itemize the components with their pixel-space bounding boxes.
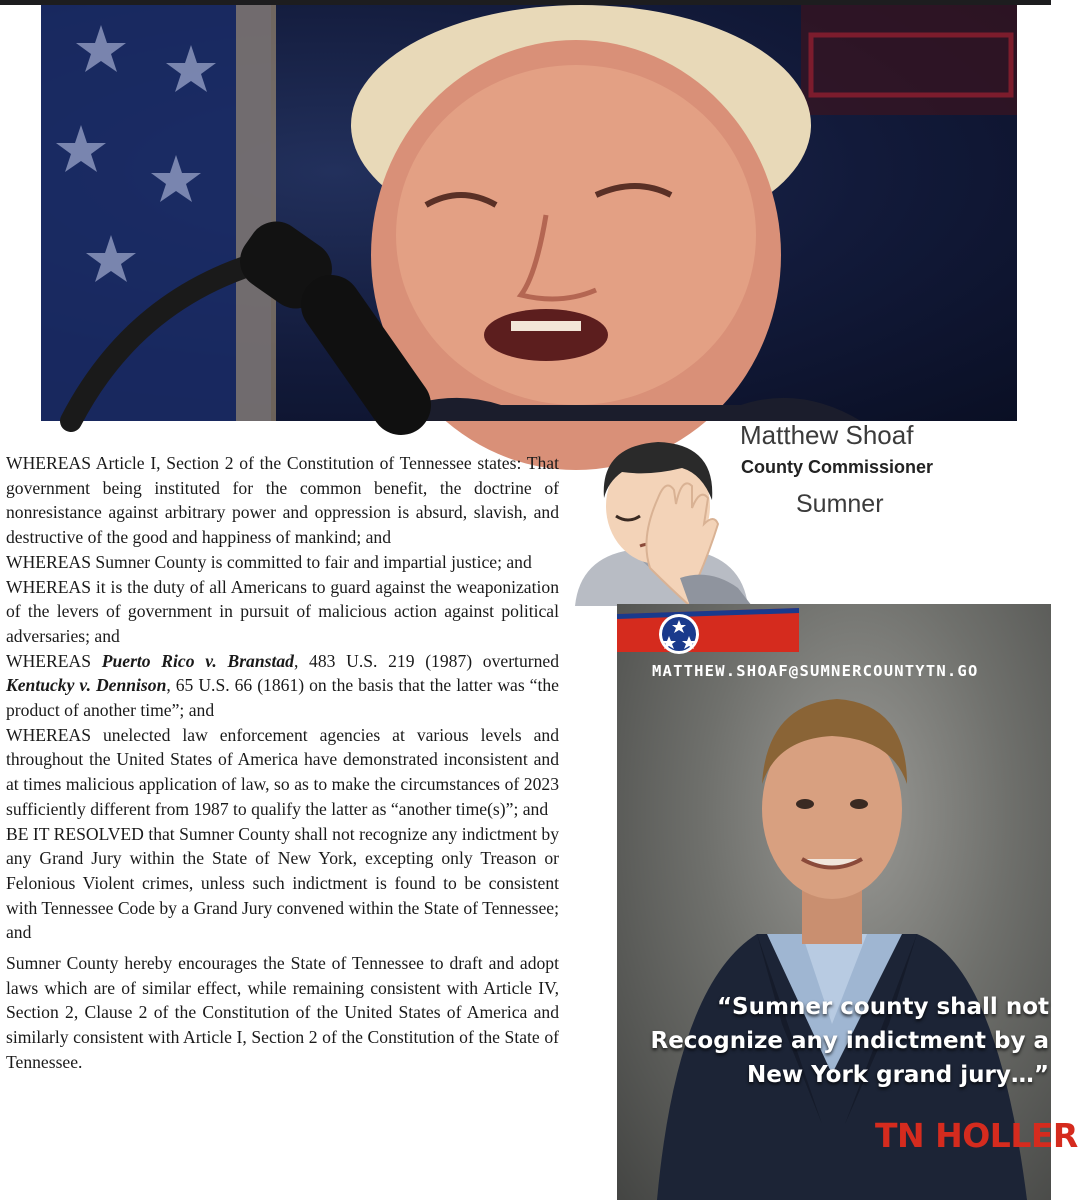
paragraph-text: , 483 U.S. 219 (1987) overturned [293,650,560,671]
commissioner-photo [617,604,1078,1200]
resolution-paragraph [6,822,559,946]
tennessee-flag-icon [617,604,799,652]
email-address: MATTHEW.SHOAF@SUMNERCOUNTYTN.GO [652,662,979,680]
case-citation: Puerto Rico v. Branstad [101,650,294,671]
profile-role: County Commissioner [741,457,934,477]
resolution-text [6,451,559,1075]
quote-line: Recognize any indictment by a [650,1028,1049,1054]
resolution-paragraph [6,550,559,575]
resolution-paragraph [6,723,559,822]
paragraph-text: BE IT RESOLVED that Sumner County shall not recognize any indictment by any Grand Jury within the State of New York, excepting only Treason or Felonious Violent crimes, unless such indictment is found to be consistent with Tennessee Code by a Grand Jury convened within the State of Tennessee; and [6,823,559,943]
paragraph-text: WHEREAS Sumner County is committed to fair and impartial justice; and [6,551,532,572]
paragraph-text: WHEREAS unelected law enforcement agencies at various levels and throughout the United States of America have demonstrated inconsistent and at times malicious application of law, so as to make the circumstances of 2023 sufficiently different from 1987 to qualify the latter as “another time(s)”; and [6,724,559,819]
resolution-paragraph [6,951,559,1075]
man-facepalming-emoji [570,428,752,606]
paragraph-text: WHEREAS Article I, Section 2 of the Constitution of Tennessee states: That government being instituted for the common benefit, the doctrine of nonresistance against arbitrary power and oppression is absurd, slavish, and destructive of the good and happiness of mankind; and [6,453,559,548]
quote-line: New York grand jury…” [747,1062,1049,1088]
resolution-paragraph [6,649,559,723]
speaker-photo [41,5,1017,421]
case-citation: Kentucky v. Dennison [6,675,167,696]
paragraph-text: Sumner County hereby encourages the State of Tennessee to draft and adopt laws which are of similar effect, while remaining consistent with Article IV, Section 2, Clause 2 of the Constitution of the United States of America and similarly consistent with Article I, Section 2 of the Constitution of the State of Tennessee. [6,953,559,1072]
paragraph-text: , 65 U.S. 66 (1861) on the basis that the latter was “the product of another time”; and [6,675,559,721]
profile-name: Matthew Shoaf [740,420,914,450]
resolution-paragraph [6,451,559,550]
profile-district: Sumner [796,490,884,518]
pull-quote [631,990,1049,1092]
quote-line: “Sumner county shall not [716,994,1049,1020]
brand-logo-text: TN HOLLER [875,1116,1078,1155]
paragraph-text: WHEREAS it is the duty of all Americans to guard against the weaponization of the levers of government in pursuit of malicious action against political adversaries; and [6,576,559,646]
resolution-paragraph [6,575,559,649]
paragraph-text: WHEREAS [6,650,102,671]
